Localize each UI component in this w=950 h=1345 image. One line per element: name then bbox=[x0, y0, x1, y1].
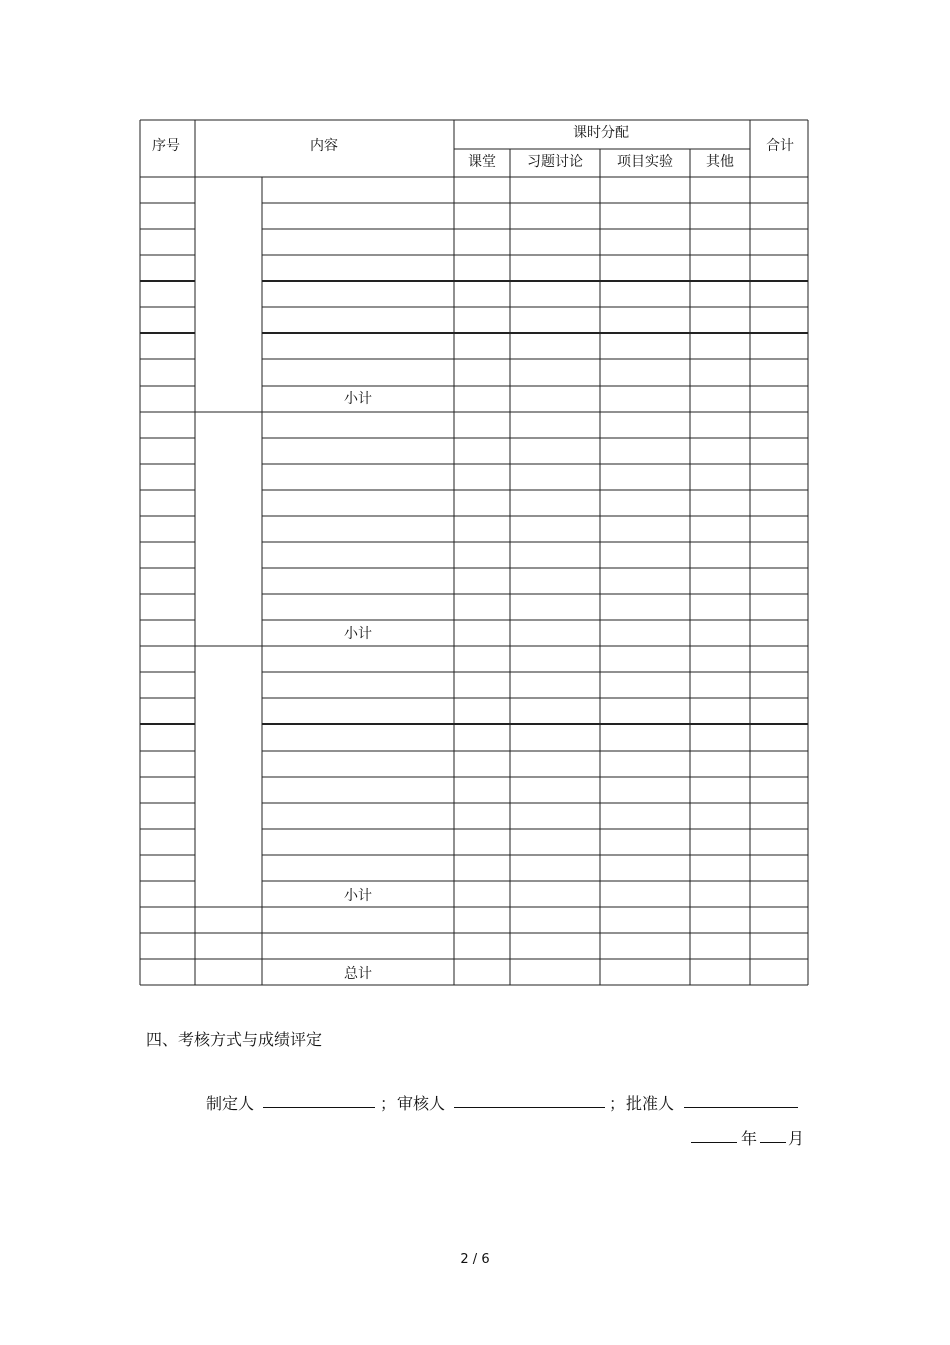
approver-label: 批准人 bbox=[626, 1094, 675, 1113]
year-label: 年 bbox=[741, 1129, 758, 1148]
month-blank bbox=[760, 1142, 786, 1143]
section-title: 四、考核方式与成绩评定 bbox=[146, 1030, 323, 1049]
separator-2: ； bbox=[609, 1094, 626, 1113]
subtotal-label-2: 小计 bbox=[344, 626, 372, 642]
header-other: 其他 bbox=[706, 154, 734, 170]
approver-blank bbox=[684, 1107, 798, 1108]
header-project: 项目实验 bbox=[617, 154, 673, 170]
separator-1: ； bbox=[380, 1094, 397, 1113]
year-blank bbox=[691, 1142, 737, 1143]
reviewer-label: 审核人 bbox=[397, 1094, 446, 1113]
header-content: 内容 bbox=[310, 138, 338, 154]
page-number: 2 / 6 bbox=[460, 1252, 490, 1267]
header-discussion: 习题讨论 bbox=[527, 154, 583, 170]
header-classroom: 课堂 bbox=[468, 154, 496, 170]
header-total: 合计 bbox=[766, 138, 794, 154]
month-label: 月 bbox=[788, 1129, 805, 1148]
header-seq: 序号 bbox=[152, 138, 180, 154]
reviewer-blank bbox=[454, 1107, 605, 1108]
subtotal-label-1: 小计 bbox=[344, 391, 372, 407]
maker-blank bbox=[263, 1107, 375, 1108]
header-hours-group: 课时分配 bbox=[573, 125, 629, 141]
maker-label: 制定人 bbox=[206, 1094, 255, 1113]
subtotal-label-3: 小计 bbox=[344, 888, 372, 904]
grand-total-label: 总计 bbox=[344, 966, 372, 982]
